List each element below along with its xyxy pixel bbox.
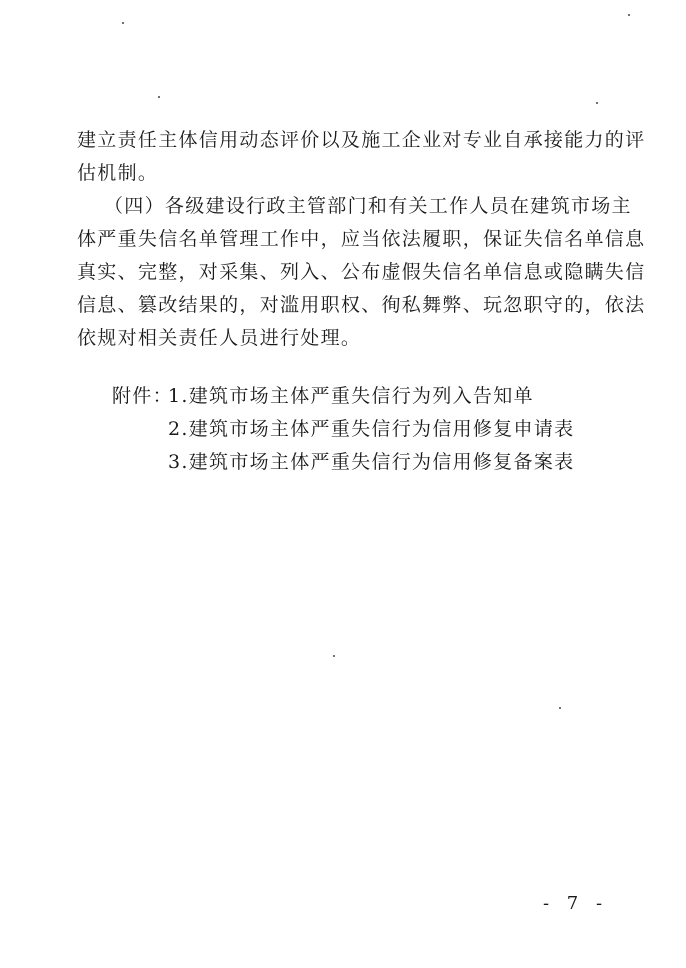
scan-speck bbox=[596, 102, 598, 104]
paragraph-line: 依规对相关责任人员进行处理。 bbox=[77, 327, 362, 349]
scan-speck bbox=[333, 655, 335, 657]
page-number: - 7 - bbox=[543, 893, 609, 914]
paragraph-line: （四）各级建设行政主管部门和有关工作人员在建筑市场主 bbox=[104, 195, 632, 217]
paragraph-line: 建立责任主体信用动态评价以及施工企业对专业自承接能力的评 bbox=[77, 129, 646, 151]
attachment-item: 2.建筑市场主体严重失信行为信用修复申请表 bbox=[168, 418, 575, 440]
paragraph-line: 估机制。 bbox=[77, 162, 159, 184]
paragraph-line: 体严重失信名单管理工作中，应当依法履职，保证失信名单信息 bbox=[77, 228, 646, 250]
attachments-label: 附件： bbox=[112, 385, 173, 407]
scan-speck bbox=[158, 96, 160, 98]
scan-speck bbox=[559, 707, 561, 709]
attachment-item: 3.建筑市场主体严重失信行为信用修复备案表 bbox=[168, 451, 575, 473]
scan-speck bbox=[628, 14, 630, 16]
attachment-item: 1.建筑市场主体严重失信行为列入告知单 bbox=[168, 385, 534, 407]
scan-speck bbox=[122, 22, 124, 24]
paragraph-line: 真实、完整，对采集、列入、公布虚假失信名单信息或隐瞒失信 bbox=[77, 261, 646, 283]
paragraph-line: 信息、篡改结果的，对滥用职权、徇私舞弊、玩忽职守的，依法 bbox=[77, 294, 646, 316]
